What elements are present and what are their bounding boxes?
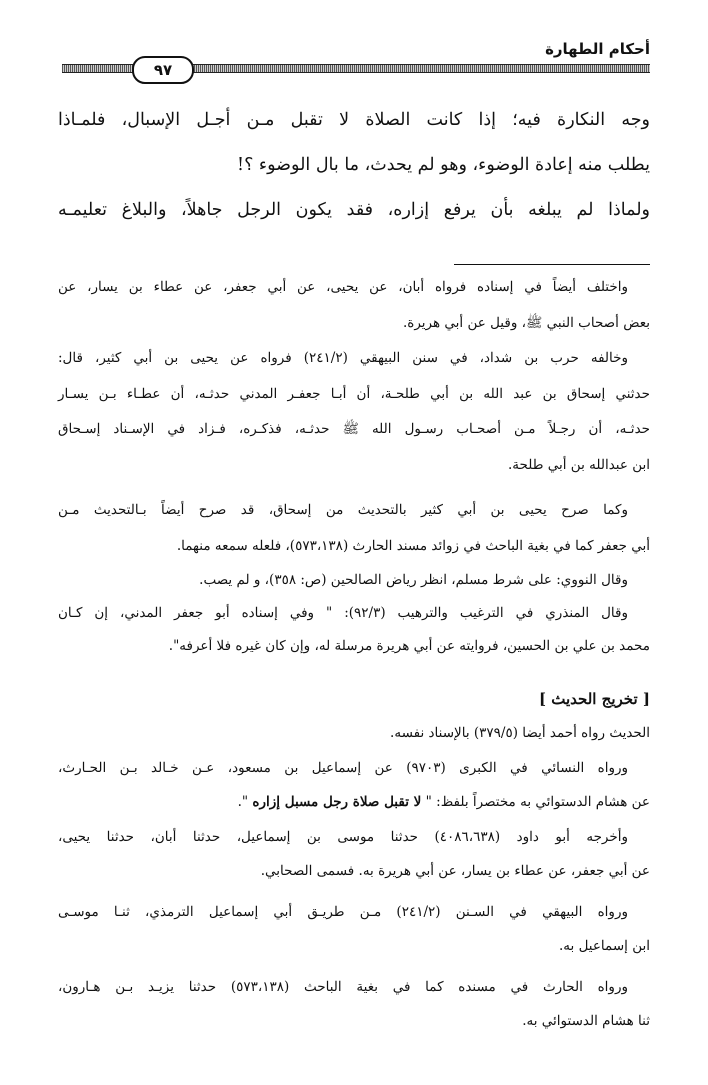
- takhrij-text: ".: [237, 794, 249, 810]
- footnote-line: وقال النووي: على شرط مسلم، انظر رياض الصالحين (ص: ٣٥٨)، و لم يصب.: [199, 572, 628, 588]
- footnote-line: أبي جعفر كما في بغية الباحث في زوائد مسند الحارث (٥٧٣،١٣٨)، فلعله سمعه منهما.: [176, 537, 650, 554]
- footnote-line: بعض أصحاب النبي ﷺ، وقيل عن أبي هريرة.: [402, 314, 650, 331]
- body-line: يطلب منه إعادة الوضوء، وهو لم يحدث، ما بال الوضوء ؟!: [237, 155, 650, 175]
- takhrij-section: [58, 716, 650, 1039]
- takhrij-line: ثنا هشام الدستوائي به.: [522, 1013, 650, 1029]
- takhrij-line: [58, 785, 650, 820]
- body-line: وجه النكارة فيه؛ إذا كانت الصلاة لا تقبل مـن أجـل الإسبال، فلمـاذا: [58, 110, 650, 130]
- takhrij-line: عن أبي جعفر، عن عطاء بن يسار، عن أبي هريرة به. فسمى الصحابي.: [260, 863, 650, 879]
- footnotes: [58, 270, 650, 663]
- footnote-line: حدثني إسحاق بن عبد الله بن أبي طلحـة، أن أبـا جعفـر المدني حدثـه، أن عطـاء بـن يسـار: [58, 385, 650, 402]
- takhrij-line: ورواه البيهقي في السـنن (٢٤١/٢) مـن طريـق أبي إسماعيل الترمذي، ثنـا موسـى: [58, 903, 628, 920]
- page-header: [62, 40, 650, 84]
- takhrij-text: عن هشام الدستوائي به مختصراً بلفظ: ": [425, 794, 650, 810]
- footnote-line: واختلف أيضاً في إسناده فرواه أبان، عن يحيى، عن أبي جعفر، عن عطاء بن يسار، عن: [58, 279, 628, 295]
- takhrij-line: ورواه الحارث في مسنده كما في بغية الباحث (٥٧٣،١٣٨) حدثنا يزيـد بـن هـارون،: [58, 978, 628, 995]
- footnote-line: وقال المنذري في الترغيب والترهيب (٩٢/٣): " وفي إسناده أبو جعفر المدني، إن كـان: [58, 605, 628, 621]
- takhrij-line: وأخرجه أبو داود (٤٠٨٦،٦٣٨) حدثنا موسى بن إسماعيل، حدثنا أبان، حدثنا يحيى،: [58, 828, 628, 845]
- footnote-line: حدثـه، أن رجـلاً مـن أصحـاب رسـول الله ﷺ حدثـه، فذكـره، فـزاد في الإسـناد إسـحاق: [58, 421, 650, 437]
- takhrij-line: ورواه النسائي في الكبرى (٩٧٠٣) عن إسماعيل بن مسعود، عـن خـالد بـن الحـارث،: [58, 759, 628, 776]
- body-line: ولماذا لم يبلغه بأن يرفع إزاره، فقد يكون الرجل جاهلاً، والبلاغ تعليمـه: [58, 200, 650, 220]
- footnote-line: وكما صرح يحيى بن أبي كثير بالتحديث من إسحاق، قد صرح أيضاً بـالتحديث مـن: [58, 502, 628, 518]
- running-title: أحكام الطهارة: [545, 40, 650, 58]
- quoted-hadith-text: لا تقبل صلاة رجل مسبل إزاره: [252, 794, 422, 810]
- section-heading: [ تخريج الحديث ]: [538, 690, 650, 708]
- page-number: ٩٧: [132, 56, 194, 84]
- footnote-line: وخالفه حرب بن شداد، في سنن البيهقي (٢٤١/٢) فرواه عن يحيى بن أبي كثير، قال:: [58, 350, 629, 366]
- main-body: [58, 98, 650, 233]
- takhrij-line: ابن إسماعيل به.: [559, 938, 650, 954]
- footnote-line: ابن عبدالله بن أبي طلحة.: [508, 456, 650, 473]
- footnote-line: محمد بن علي بن الحسين، فروايته عن أبي هريرة مرسلة له، وإن كان غيره فلا أعرفه".: [168, 638, 650, 654]
- footnote-divider: [454, 264, 650, 265]
- takhrij-line: الحديث رواه أحمد أيضا (٣٧٩/٥) بالإسناد نفسه.: [390, 725, 650, 741]
